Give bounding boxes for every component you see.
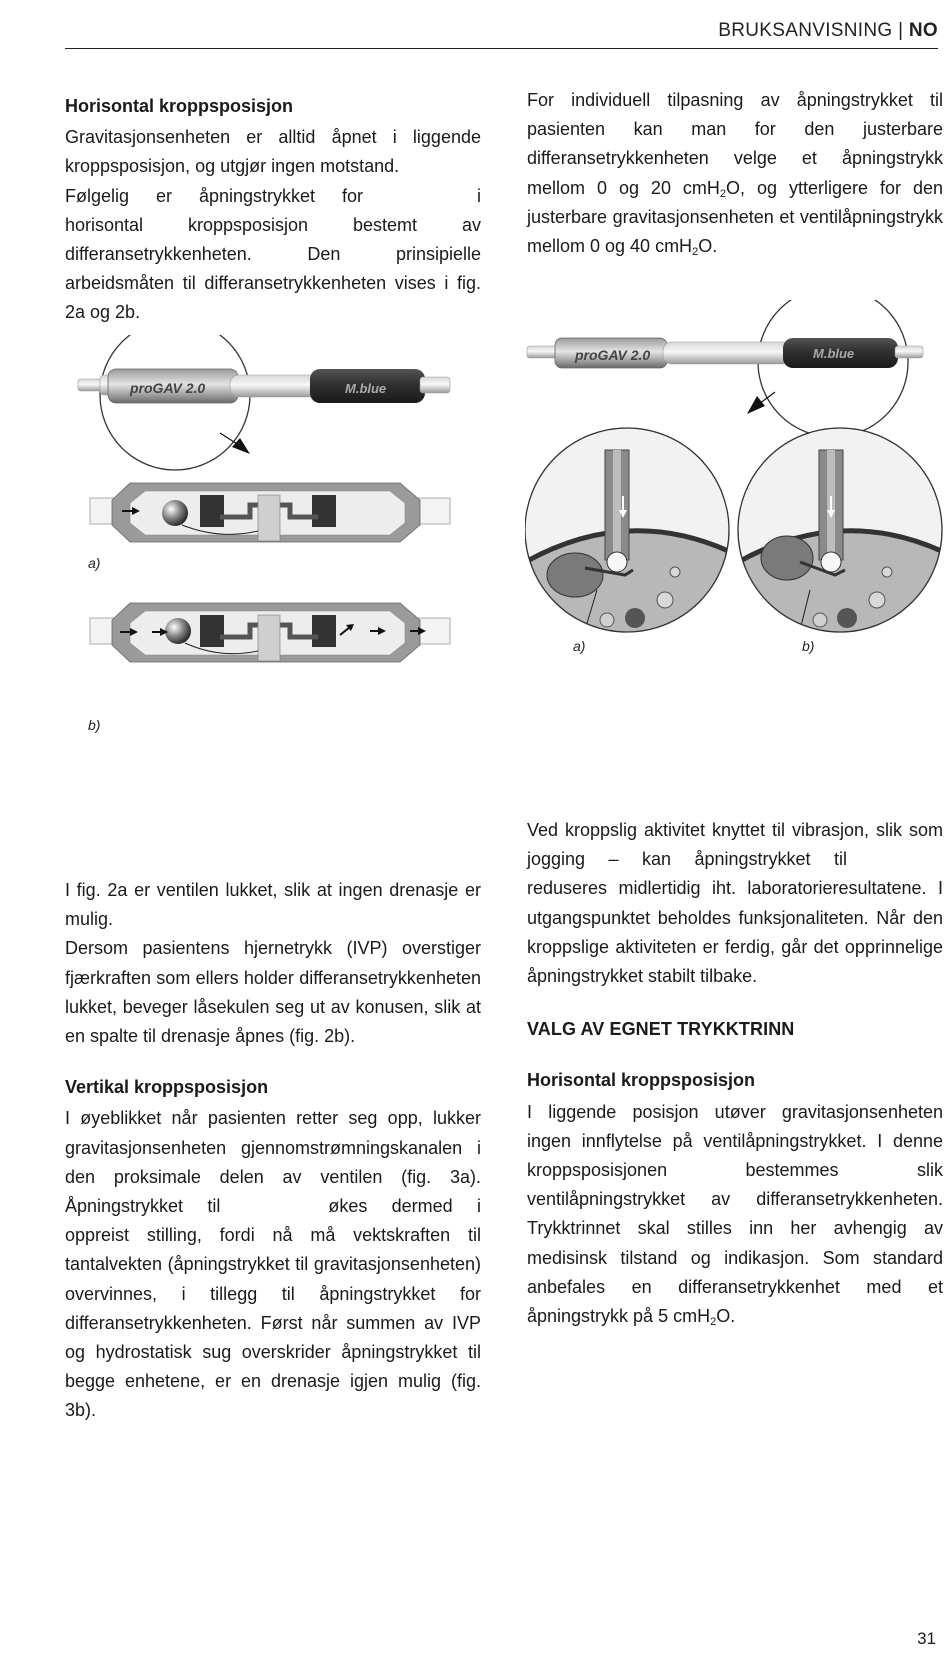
bottom-left-column [65,876,481,1426]
paragraph-text: O. [716,1306,736,1327]
detail-circle-b [728,428,945,640]
paragraph [527,1098,943,1332]
mblue-label: M.blue [813,346,855,361]
subscript: 2 [719,187,727,200]
section-title-pressure-level: VALG AV EGNET TRYKKTRINN [527,1019,795,1040]
paragraph [527,816,943,991]
paragraph [65,1104,481,1425]
section-heading-vertical: Vertikal kroppsposisjon [65,1077,269,1098]
figure-2-valve-diagram [70,335,490,745]
subscript: 2 [710,1316,717,1329]
section-heading-horizontal: Horisontal kroppsposisjon [527,1070,756,1091]
figure-label-a: a) [88,555,101,571]
figure-label-b: b) [88,717,101,733]
paragraph [65,876,481,934]
paragraph [65,182,481,328]
paragraph-text: økes dermed i oppreist stilling, fordi nå må vektskraften til tantalvekten (åpningstrykket til gravitasjonsenheten) overvinnes, i tillegg til åpningstrykket for differansetrykkenheten. Først når summen av IVP og hydrostatisk sug overskrider åpningstrykket til begge enhetene, er en drenasje igjen mulig (fig. 3b). [65,1196,481,1421]
paragraph-text: Ved kroppslig aktivitet knyttet til vibrasjon, slik som jogging – kan åpningstrykket til [527,820,943,870]
figure-label-a: a) [573,638,586,654]
section-heading-horizontal: Horisontal kroppsposisjon [65,96,294,116]
page-header [65,18,938,49]
progav-label: proGAV 2.0 [575,347,651,363]
paragraph-text: i horisontal kroppsposisjon bestemt av differansetrykkenheten. Den prinsipielle arbeidsmåten til differansetrykkenheten vises i fig. 2a og 2b. [65,185,481,323]
header-text [718,20,938,42]
paragraph-text: reduseres midlertidig iht. laboratorieresultatene. I utgangspunktet beholdes funksjonaliteten. Når den kroppslige aktiviteten er ferdig, går det opprinnelige åpningstrykket stabilt tilbake. [527,878,943,987]
subscript: 2 [692,246,699,259]
top-left-column [65,92,481,328]
paragraph [527,86,943,261]
mblue-label: M.blue [345,381,387,396]
paragraph-text: O, og ytterligere for den justerbare gravitasjonsenheten et ventilåpningstrykk mellom 0 og 40 cmH [527,177,943,257]
paragraph [65,123,481,181]
top-right-column [527,86,943,261]
figure-3-gravity-unit-diagram [525,300,945,700]
paragraph [65,934,481,1051]
progav-label: proGAV 2.0 [130,380,206,396]
bottom-right-column [527,816,943,1331]
figure-label-b: b) [802,638,815,654]
header-label: BRUKSANVISNING [718,20,893,41]
paragraph-text: I liggende posisjon utøver gravitasjonsenheten ingen innflytelse på ventilåpningstrykket. I denne kroppsposisjonen bestemmes slik ventilåpningstrykket av differansetrykkenheten. Trykktrinnet skal stilles inn her avhengig av medisinsk tilstand og indikasjon. Som standard anbefales en differansetrykkenhet med et åpningstrykk på 5 cmH [527,1101,943,1327]
paragraph-text: Gravitasjonsenheten er alltid åpnet i liggende kroppsposisjon, og utgjør ingen motstand. [65,127,481,177]
page-number: 31 [917,1629,936,1648]
section-b-cross-section [90,603,450,662]
arrow-head [747,396,765,414]
paragraph-text: Dersom pasientens hjernetrykk (IVP) overstiger fjærkraften som ellers holder differansetrykkenheten lukket, beveger låsekulen seg ut av konusen, slik at en spalte til drenasje åpnes (fig. 2b). [65,938,481,1047]
paragraph-text: I øyeblikket når pasienten retter seg opp, lukker gravitasjonsenheten gjennomstrømningskanalen i den proksimale delen av ventilen (fig. 3a). Åpningstrykket til [65,1108,481,1217]
paragraph-text: I fig. 2a er ventilen lukket, slik at ingen drenasje er mulig. [65,880,481,930]
paragraph-text: Følgelig er åpningstrykket for [65,185,363,206]
paragraph-text: O. [698,236,718,257]
paragraph-text: For individuell tilpasning av åpningstrykket til pasienten kan man for den justerbare differansetrykkenheten velge et åpningstrykk mellom 0 og 20 cmH [527,90,943,198]
header-separator: | [892,20,909,41]
detail-circle-a [525,428,739,640]
header-language: NO [908,20,938,41]
magnifier-circle [758,300,908,437]
section-a-cross-section [90,483,450,542]
